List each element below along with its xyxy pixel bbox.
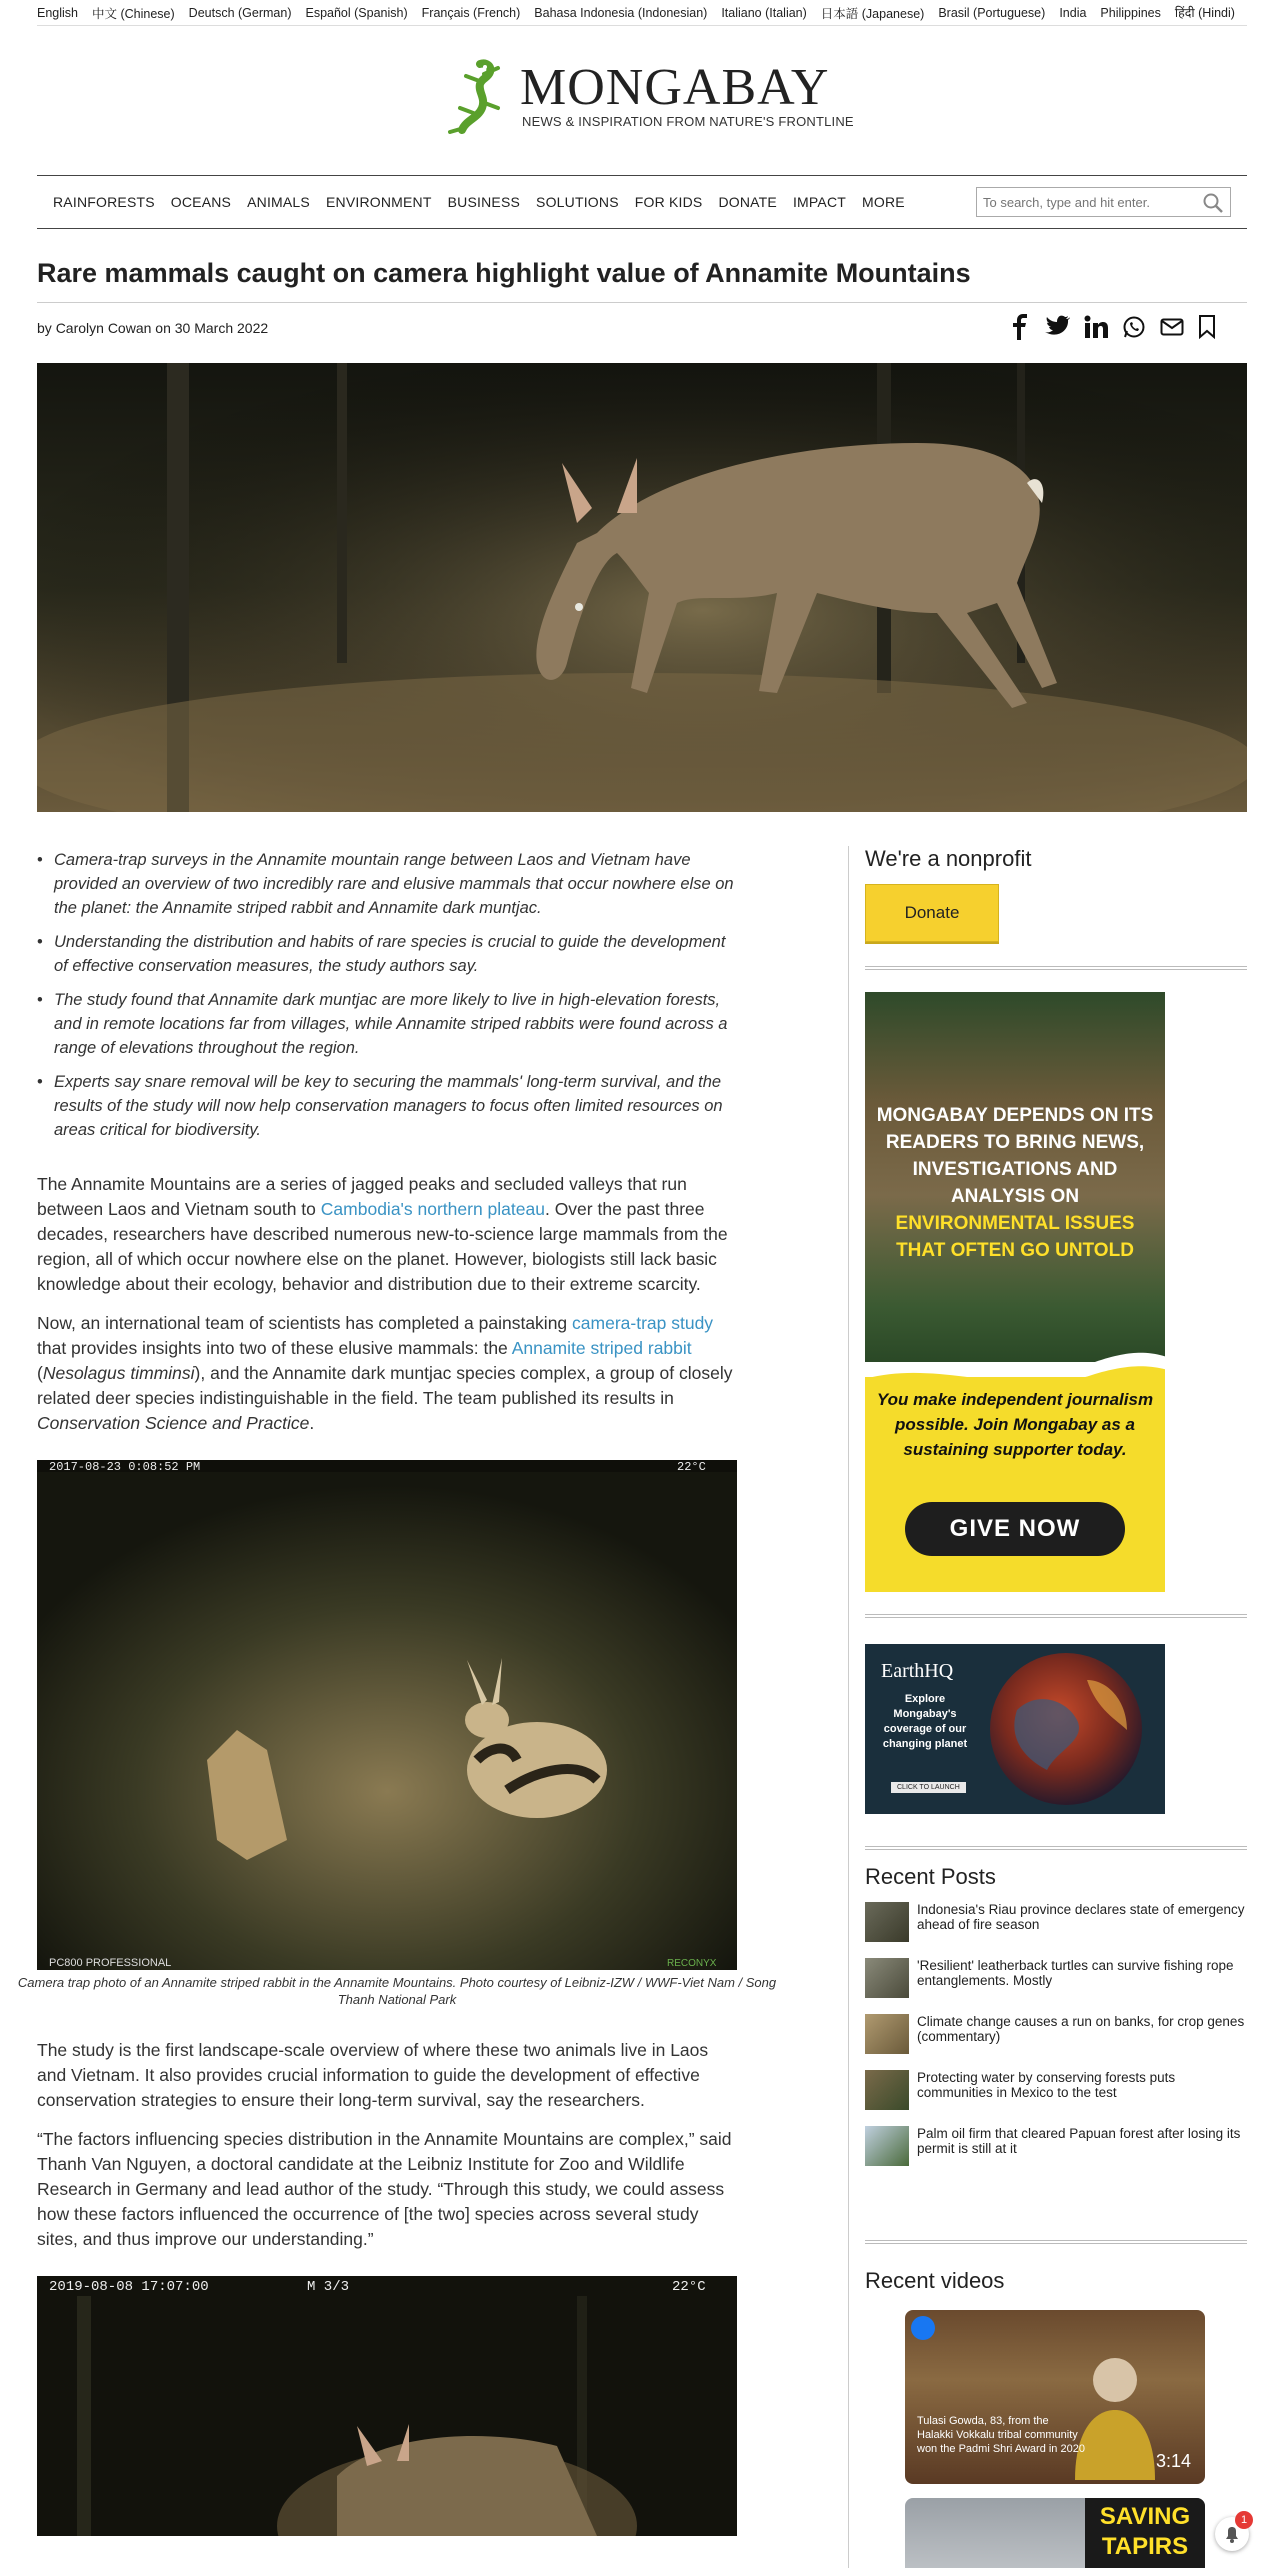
text-span: . — [309, 1413, 315, 1433]
language-bar — [37, 0, 1247, 26]
linkedin-icon[interactable] — [1084, 315, 1108, 339]
nav-item-rainforests[interactable]: RAINFORESTS — [53, 194, 155, 210]
muntjac-photo-2 — [37, 2276, 737, 2536]
link-cambodia-plateau[interactable]: Cambodia's northern plateau — [320, 1199, 545, 1219]
article-title: Rare mammals caught on camera highlight value of Annamite Mountains — [37, 258, 971, 288]
nav-items — [37, 194, 921, 210]
list-item[interactable] — [865, 2014, 1247, 2070]
video-card[interactable] — [905, 2498, 1205, 2568]
muntjac-photo — [37, 363, 1247, 812]
text-span: that provides insights into two of these elusive mammals: the — [37, 1338, 512, 1358]
nav-item-solutions[interactable]: SOLUTIONS — [536, 194, 619, 210]
summary-bullet: • Understanding the distribution and habits of rare species is crucial to guide the development of effective conservation measures, the study authors say. — [37, 930, 737, 978]
divider — [865, 1846, 1247, 1850]
byline-on: on — [155, 320, 171, 336]
post-title[interactable]: Climate change causes a run on banks, for crop genes (commentary) — [917, 2014, 1245, 2044]
ad-headline — [875, 1102, 1155, 1264]
byline — [37, 320, 268, 336]
language-link[interactable]: Philippines — [1100, 5, 1161, 20]
post-thumbnail — [865, 2126, 909, 2166]
summary-bullet: • Camera-trap surveys in the Annamite mountain range between Laos and Vietnam have provided an overview of two incredibly rare and elusive mammals that occur nowhere else on the planet: the Annamite striped rabbit and Annamite dark muntjac. — [37, 848, 737, 920]
list-item[interactable] — [865, 1902, 1247, 1958]
link-camera-trap-study[interactable]: camera-trap study — [572, 1313, 714, 1333]
video-duration: 3:14 — [1155, 2451, 1191, 2471]
text-span: ( — [37, 1363, 43, 1383]
rabbit-photo — [37, 1460, 737, 1970]
post-title[interactable]: Indonesia's Riau province declares state of emergency ahead of fire season — [917, 1902, 1245, 1932]
divider — [865, 966, 1247, 970]
recent-videos-heading: Recent videos — [865, 2268, 1005, 2293]
nav-item-impact[interactable]: IMPACT — [792, 194, 847, 210]
language-link[interactable]: Deutsch (German) — [188, 5, 292, 20]
journal-name: Conservation Science and Practice — [37, 1413, 310, 1433]
post-title[interactable]: Protecting water by conserving forests puts communities in Mexico to the test — [917, 2070, 1176, 2100]
donation-ad-banner[interactable] — [865, 992, 1165, 1592]
paragraph — [37, 1311, 737, 1436]
language-link[interactable]: Italiano (Italian) — [721, 5, 807, 20]
divider — [865, 2240, 1247, 2244]
share-bar — [1010, 314, 1216, 340]
list-item[interactable] — [865, 2070, 1247, 2126]
facebook-icon[interactable] — [1010, 314, 1030, 340]
language-link[interactable]: Brasil (Portuguese) — [938, 5, 1046, 20]
link-annamite-striped-rabbit[interactable]: Annamite striped rabbit — [511, 1338, 692, 1358]
camera-brand: RECONYX — [667, 1958, 717, 1969]
facebook-video-icon — [911, 2316, 935, 2340]
nav-item-environment[interactable]: ENVIRONMENT — [325, 194, 432, 210]
title-divider — [37, 302, 1247, 303]
post-thumbnail — [865, 1902, 909, 1942]
divider — [865, 1614, 1247, 1618]
main-nav — [37, 175, 1247, 229]
ad-yellow-panel — [865, 1377, 1165, 1592]
whatsapp-icon[interactable] — [1122, 315, 1146, 339]
nav-item-business[interactable]: BUSINESS — [447, 194, 521, 210]
summary-bullets — [37, 848, 737, 1142]
language-link[interactable]: 日本語 (Japanese) — [820, 6, 925, 21]
language-link[interactable]: हिंदी (Hindi) — [1174, 6, 1235, 20]
earthhq-banner[interactable] — [865, 1644, 1165, 1814]
photo-timestamp: 2017-08-23 0:08:52 PM — [49, 1460, 201, 1474]
notification-bell[interactable] — [1215, 2514, 1249, 2551]
video-card[interactable] — [905, 2310, 1205, 2484]
recent-posts-list — [865, 1902, 1247, 2182]
nav-item-oceans[interactable]: OCEANS — [170, 194, 232, 210]
donate-button[interactable]: Donate — [865, 884, 999, 942]
photo-temperature: 22°C — [672, 2279, 706, 2295]
publish-date: 30 March 2022 — [174, 320, 269, 336]
summary-bullet: • The study found that Annamite dark muntjac are more likely to live in high-elevation forests, and in remote locations far from villages, while Annamite striped rabbits were found across a range of elevations throughout the region. — [37, 988, 737, 1060]
list-item[interactable] — [865, 2126, 1247, 2182]
paragraph: “The factors influencing species distribution in the Annamite Mountains are complex,” said Thanh Van Nguyen, a doctoral candidate at the Leibniz Institute for Zoo and Wildlife Research in Germany and lead author of the study. “Through this study, we could assess how these factors influenced the occurrence of [the two] species across several study sites, and thus improve our understanding.” — [37, 2129, 732, 2249]
nav-item-for-kids[interactable]: FOR KIDS — [634, 194, 703, 210]
search-icon[interactable] — [1202, 192, 1224, 214]
brand-name: MONGABAY — [520, 59, 830, 116]
video-thumbnail-person — [1065, 2340, 1165, 2480]
hero-image — [37, 363, 1247, 812]
text-span: . Over the past three decades, researchers have described numerous new-to-science large mammals from the region, all of which occur nowhere else on the planet. However, biologists still lack basic knowledge about their ecology, behavior and distribution due to their extreme scarcity. — [37, 1199, 728, 1294]
camera-model: PC800 PROFESSIONAL — [49, 1957, 172, 1969]
earthhq-title: EarthHQ — [881, 1660, 954, 1682]
sidebar — [848, 846, 1248, 2568]
earthhq-launch-button[interactable]: CLICK TO LAUNCH — [891, 1782, 966, 1793]
earthhq-subtitle: Explore Mongabay's coverage of our changing planet — [882, 1693, 968, 1750]
post-title[interactable]: 'Resilient' leatherback turtles can survive fishing rope entanglements. Mostly — [917, 1958, 1234, 1988]
author-link[interactable]: Carolyn Cowan — [55, 320, 152, 336]
list-item[interactable] — [865, 1958, 1247, 2014]
site-logo[interactable] — [436, 58, 856, 138]
globe-icon — [977, 1650, 1155, 1808]
scientific-name: Nesolagus timminsi — [42, 1363, 195, 1383]
nav-item-more[interactable]: MORE — [862, 194, 905, 210]
text-span: ), and the Annamite dark muntjac species complex, a group of closely related deer species indistinguishable in the field. The team published its results in — [37, 1363, 733, 1408]
post-thumbnail — [865, 2014, 909, 2054]
photo-temperature: 22°C — [677, 1460, 706, 1474]
gecko-logo-icon — [436, 58, 516, 138]
summary-bullet: • Experts say snare removal will be key to securing the mammals' long-term survival, and the results of the study will now help conservation managers to focus often limited resources on areas critical for biodiversity. — [37, 1070, 737, 1142]
ad-headline-line1: MONGABAY DEPENDS ON ITS READERS TO BRING NEWS, INVESTIGATIONS AND ANALYSIS ON — [876, 1105, 1154, 1207]
post-thumbnail — [865, 2070, 909, 2110]
photo-timestamp: 2019-08-08 17:07:00 — [49, 2279, 209, 2295]
striped-rabbit-image — [37, 1460, 737, 1970]
give-now-button[interactable]: GIVE NOW — [905, 1502, 1125, 1556]
language-link[interactable]: Français (French) — [421, 5, 521, 20]
ad-subtext: You make independent journalism possible. Join Mongabay as a sustaining supporter today. — [876, 1390, 1154, 1459]
paragraph: The study is the first landscape-scale overview of where these two animals live in Laos and Vietnam. It also provides crucial information to guide the development of effective conservation strategies to ensure their long-term survival, say the researchers. — [37, 2040, 709, 2110]
byline-by: by — [37, 320, 52, 336]
video-caption: Tulasi Gowda, 83, from the Halakki Vokkalu tribal community won the Padmi Shri Award in 2020 — [917, 2415, 1085, 2455]
nav-item-donate[interactable]: DONATE — [718, 194, 777, 210]
post-title[interactable]: Palm oil firm that cleared Papuan forest after losing its permit is still at it — [917, 2126, 1241, 2156]
twitter-icon[interactable] — [1044, 315, 1070, 339]
article-body — [17, 848, 777, 2536]
post-thumbnail — [865, 1958, 909, 1998]
video-title-overlay: SAVING TAPIRS — [1085, 2498, 1205, 2568]
language-link[interactable]: Español (Spanish) — [305, 5, 408, 20]
nav-item-animals[interactable]: ANIMALS — [247, 194, 310, 210]
bookmark-icon[interactable] — [1198, 315, 1216, 339]
photo-frame-count: M 3/3 — [307, 2279, 350, 2295]
language-link[interactable]: India — [1059, 5, 1087, 20]
photo-caption: Camera trap photo of an Annamite striped rabbit in the Annamite Mountains. Photo courtesy of Leibniz-IZW / WWF-Viet Nam / Song Thanh National Park — [17, 1975, 777, 2007]
ad-headline-highlight: ENVIRONMENTAL ISSUES THAT OFTEN GO UNTOLD — [895, 1213, 1135, 1261]
language-link[interactable]: Bahasa Indonesia (Indonesian) — [534, 5, 708, 20]
email-icon[interactable] — [1160, 317, 1184, 337]
recent-posts-heading: Recent Posts — [865, 1864, 996, 1889]
nonprofit-heading: We're a nonprofit — [865, 846, 1032, 871]
text-span: Now, an international team of scientists has completed a painstaking — [37, 1313, 573, 1333]
language-link[interactable]: 中文 (Chinese) — [92, 6, 175, 21]
muntjac-image-2 — [37, 2276, 737, 2536]
search-input[interactable] — [983, 189, 1198, 215]
brand-tagline: NEWS & INSPIRATION FROM NATURE'S FRONTLINE — [522, 114, 854, 129]
language-link[interactable]: English — [37, 5, 78, 20]
paragraph — [37, 1172, 737, 1297]
search-box — [976, 187, 1231, 217]
text-span: The Annamite Mountains are a series of jagged peaks and secluded valleys that run between Laos and Vietnam south to — [37, 1174, 687, 1219]
notification-count: 1 — [1235, 2511, 1253, 2529]
